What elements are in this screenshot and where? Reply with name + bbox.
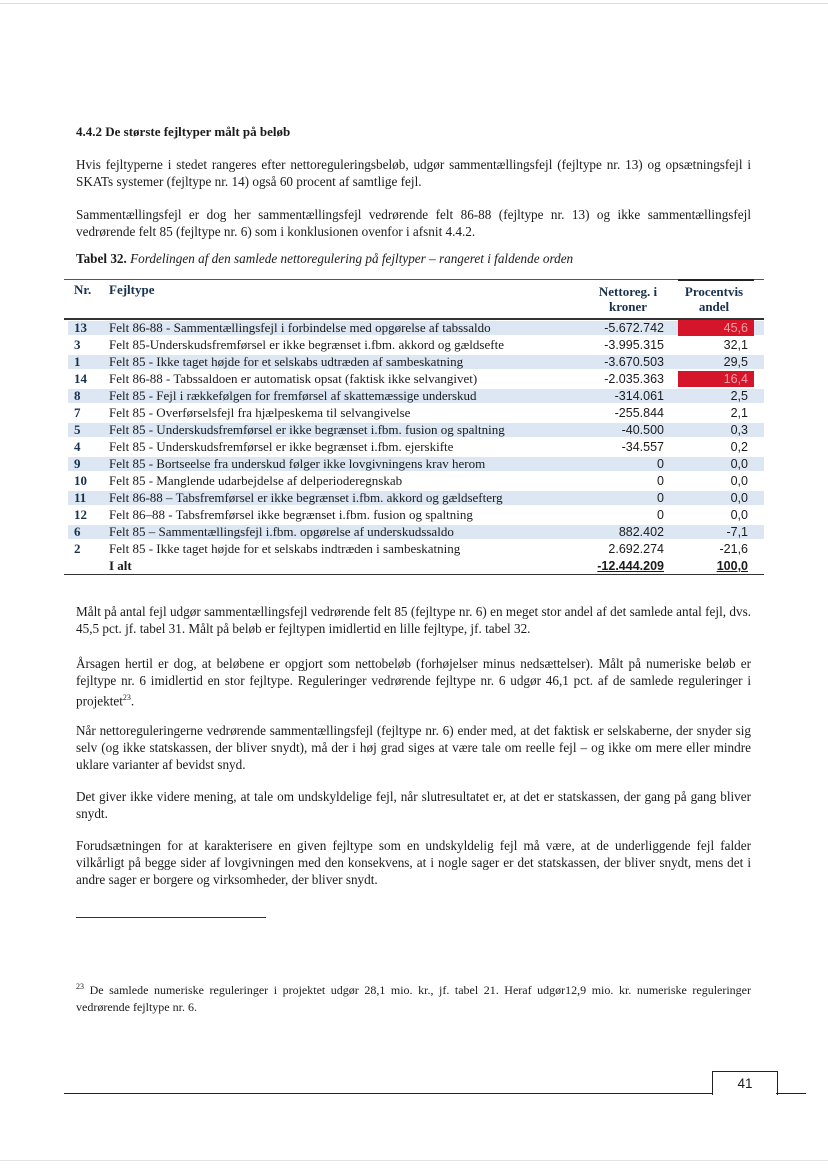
pct-column-top-bar [678, 279, 754, 281]
row-pct: -21,6 [719, 542, 748, 556]
top-edge-rule [0, 3, 828, 4]
row-fejltype: Felt 86-88 – Tabsfremførsel er ikke begrænset i.fbm. akkord og gældsefterg [109, 490, 503, 505]
table-caption [76, 251, 573, 267]
row-nr: 6 [74, 524, 81, 539]
table-row [64, 541, 764, 557]
page-number-box [712, 1071, 778, 1095]
bottom-edge-rule [0, 1160, 828, 1161]
table-row [64, 371, 764, 387]
paragraph-selskaber: Når nettoreguleringerne vedrørende sammentællingsfejl (fejltype nr. 6) ender med, at det faktisk er selskaberne, der snyder sig selv (og ikke statskassen, der bliver snydt), må der i høj grad siges at være tale om reelle fejl – og ikke om mere eller mindre uklare varianter af bevidst snyd. [76, 723, 751, 772]
row-pct: 2,1 [730, 406, 748, 420]
row-nr: 2 [74, 541, 81, 556]
footnote-separator [76, 917, 266, 918]
table-row [64, 422, 764, 438]
row-pct: 45,6 [723, 321, 748, 335]
row-nr: 14 [74, 371, 87, 386]
row-nr: 1 [74, 354, 81, 369]
page-number: 41 [737, 1076, 753, 1091]
table-row [64, 388, 764, 404]
row-netto: -5.672.742 [604, 321, 664, 335]
row-netto: 2.692.274 [608, 542, 664, 556]
row-fejltype: Felt 85-Underskudsfremførsel er ikke begrænset i.fbm. akkord og gældsefte [109, 337, 504, 352]
total-pct: 100,0 [716, 559, 748, 573]
row-netto: 0 [657, 508, 664, 522]
row-netto: -2.035.363 [604, 372, 664, 386]
header-netto-line2: kroner [608, 299, 648, 314]
table-row [64, 524, 764, 540]
row-pct: -7,1 [726, 525, 748, 539]
total-netto: -12.444.209 [597, 559, 664, 573]
row-netto: -3.995.315 [604, 338, 664, 352]
row-pct: 0,0 [730, 457, 748, 471]
header-pct [674, 284, 754, 314]
section-title: 4.4.2 De største fejltyper målt på beløb [76, 124, 291, 139]
row-nr: 8 [74, 388, 81, 403]
header-nr: Nr. [74, 282, 92, 297]
row-fejltype: Felt 85 - Ikke taget højde for et selskabs udtræden af sambeskatning [109, 354, 464, 369]
table-row [64, 354, 764, 370]
row-pct: 0,0 [730, 474, 748, 488]
row-netto: 0 [657, 457, 664, 471]
row-pct: 29,5 [723, 355, 748, 369]
header-netto [586, 284, 670, 314]
table-row [64, 337, 764, 353]
row-pct: 16,4 [723, 372, 748, 386]
row-fejltype: Felt 85 - Bortseelse fra underskud følger ikke lovgivningens krav herom [109, 456, 486, 471]
row-nr: 10 [74, 473, 87, 488]
row-nr: 13 [74, 320, 87, 335]
row-fejltype: Felt 85 – Sammentællingsfejl i.fbm. opgørelse af underskudssaldo [109, 524, 454, 539]
table-caption-label: Tabel 32. [76, 251, 127, 266]
paragraph-reason: Årsagen hertil er dog, at beløbene er opgjort som nettobeløb (forhøjelser minus nedsættelser). Målt på numeriske beløb er fejltype nr. 6 imidlertid en stor fejltype. Reguleringer vedrørende fejltype nr. 6 udgør 46,1 pct. af de samlede reguleringer i projektet$^{23}$. [76, 656, 751, 709]
row-pct: 2,5 [730, 389, 748, 403]
table-row [64, 439, 764, 455]
row-nr: 3 [74, 337, 81, 352]
row-pct: 0,0 [730, 508, 748, 522]
row-nr: 4 [74, 439, 81, 454]
row-nr: 11 [74, 490, 87, 505]
paragraph-intro: Hvis fejltyperne i stedet rangeres efter nettoreguleringsbeløb, udgør sammentællingsfejl (fejltype nr. 13) og opsætningsfejl i SKATs systemer (fejltype nr. 14) også 60 procent af samtlige fejl. [76, 157, 751, 189]
row-fejltype: Felt 85 - Underskudsfremførsel er ikke begrænset i.fbm. ejerskifte [109, 439, 454, 454]
row-netto: -314.061 [614, 389, 664, 403]
table-row [64, 320, 764, 336]
table-bottom-rule [64, 574, 764, 575]
row-netto: -255.844 [614, 406, 664, 420]
row-netto: 882.402 [618, 525, 664, 539]
table-row [64, 507, 764, 523]
row-netto: 0 [657, 474, 664, 488]
table-top-rule [64, 279, 764, 280]
row-pct: 0,3 [730, 423, 748, 437]
table-caption-text: Fordelingen af den samlede nettoregulering på fejltyper – rangeret i faldende orden [130, 251, 574, 266]
row-fejltype: Felt 86-88 - Tabssaldoen er automatisk opsat (faktisk ikke selvangivet) [109, 371, 478, 386]
table-row [64, 405, 764, 421]
total-label: I alt [109, 558, 132, 573]
row-netto: 0 [657, 491, 664, 505]
footnote-text: De samlede numeriske reguleringer i projektet udgør 28,1 mio. kr., jf. tabel 21. Heraf udgør12,9 mio. kr. numeriske reguleringer vedrørende fejltype nr. 6. [76, 983, 752, 1014]
paragraph-forudsaetning: Forudsætningen for at karakterisere en given fejltype som en undskyldelig fejl må være, at de underliggende fejl falder vilkårligt på begge sider af lovgivningen med den konsekvens, at i nogle sager er det statskassen, der bliver snydt, mens det i andre sager er borgere og virksomheder, der bliver snydt. [76, 838, 751, 887]
header-netto-line1: Nettoreg. i [598, 284, 658, 299]
footer-rule [64, 1093, 712, 1094]
table-row [64, 490, 764, 506]
row-pct: 0,2 [730, 440, 748, 454]
paragraph-undskyldelige: Det giver ikke videre mening, at tale om undskyldelige fejl, når slutresultatet er, at det er statskassen, der gang på gang bliver snydt. [76, 789, 751, 821]
table-total-row [64, 558, 764, 574]
row-nr: 12 [74, 507, 87, 522]
footnote [76, 978, 751, 1016]
row-fejltype: Felt 85 - Underskudsfremførsel er ikke begrænset i.fbm. fusion og spaltning [109, 422, 505, 437]
row-fejltype: Felt 85 - Ikke taget højde for et selskabs indtræden i sambeskatning [109, 541, 461, 556]
header-pct-line1: Procentvis [684, 284, 744, 299]
row-fejltype: Felt 85 - Fejl i rækkefølgen for fremførsel af skattemæssige underskud [109, 388, 477, 403]
row-netto: -3.670.503 [604, 355, 664, 369]
row-pct: 0,0 [730, 491, 748, 505]
row-fejltype: Felt 85 - Manglende udarbejdelse af delperioderegnskab [109, 473, 403, 488]
row-netto: -40.500 [621, 423, 664, 437]
row-pct: 32,1 [723, 338, 748, 352]
row-nr: 7 [74, 405, 81, 420]
footer-rule-right [776, 1093, 806, 1094]
table-row [64, 473, 764, 489]
row-nr: 5 [74, 422, 81, 437]
row-netto: -34.557 [621, 440, 664, 454]
paragraph-note: Sammentællingsfejl er dog her sammentællingsfejl vedrørende felt 86-88 (fejltype nr. 13) og ikke sammentællingsfejl vedrørende felt 85 (fejltype nr. 6) som i konklusionen ovenfor i afsnit 4.4.2. [76, 207, 751, 239]
table-row [64, 456, 764, 472]
row-fejltype: Felt 86–88 - Tabsfremførsel ikke begrænset i.fbm. fusion og spaltning [109, 507, 473, 522]
header-fejltype: Fejltype [109, 282, 155, 297]
paragraph-reason-text: Årsagen hertil er dog, at beløbene er opgjort som nettobeløb (forhøjelser minus nedsættelser). Målt på numeriske beløb er fejltype nr. 6 imidlertid en stor fejltype. Reguleringer vedrørende fejltype nr. 6 udgør 46,1 pct. af de samlede reguleringer i projektet [76, 656, 751, 709]
row-nr: 9 [74, 456, 81, 471]
row-fejltype: Felt 85 - Overførselsfejl fra hjælpeskema til selvangivelse [109, 405, 411, 420]
row-fejltype: Felt 86-88 - Sammentællingsfejl i forbindelse med opgørelse af tabssaldo [109, 320, 491, 335]
header-pct-line2: andel [698, 299, 730, 314]
paragraph-count-vs-amount: Målt på antal fejl udgør sammentællingsfejl vedrørende felt 85 (fejltype nr. 6) en meget stor andel af det samlede antal fejl, dvs. 45,5 pct. jf. tabel 31. Målt på beløb er fejltypen imidlertid en lille fejltype, jf. tabel 32. [76, 604, 751, 636]
footnote-number: 23 [76, 982, 84, 991]
footnote-reference: 23 [122, 693, 131, 702]
